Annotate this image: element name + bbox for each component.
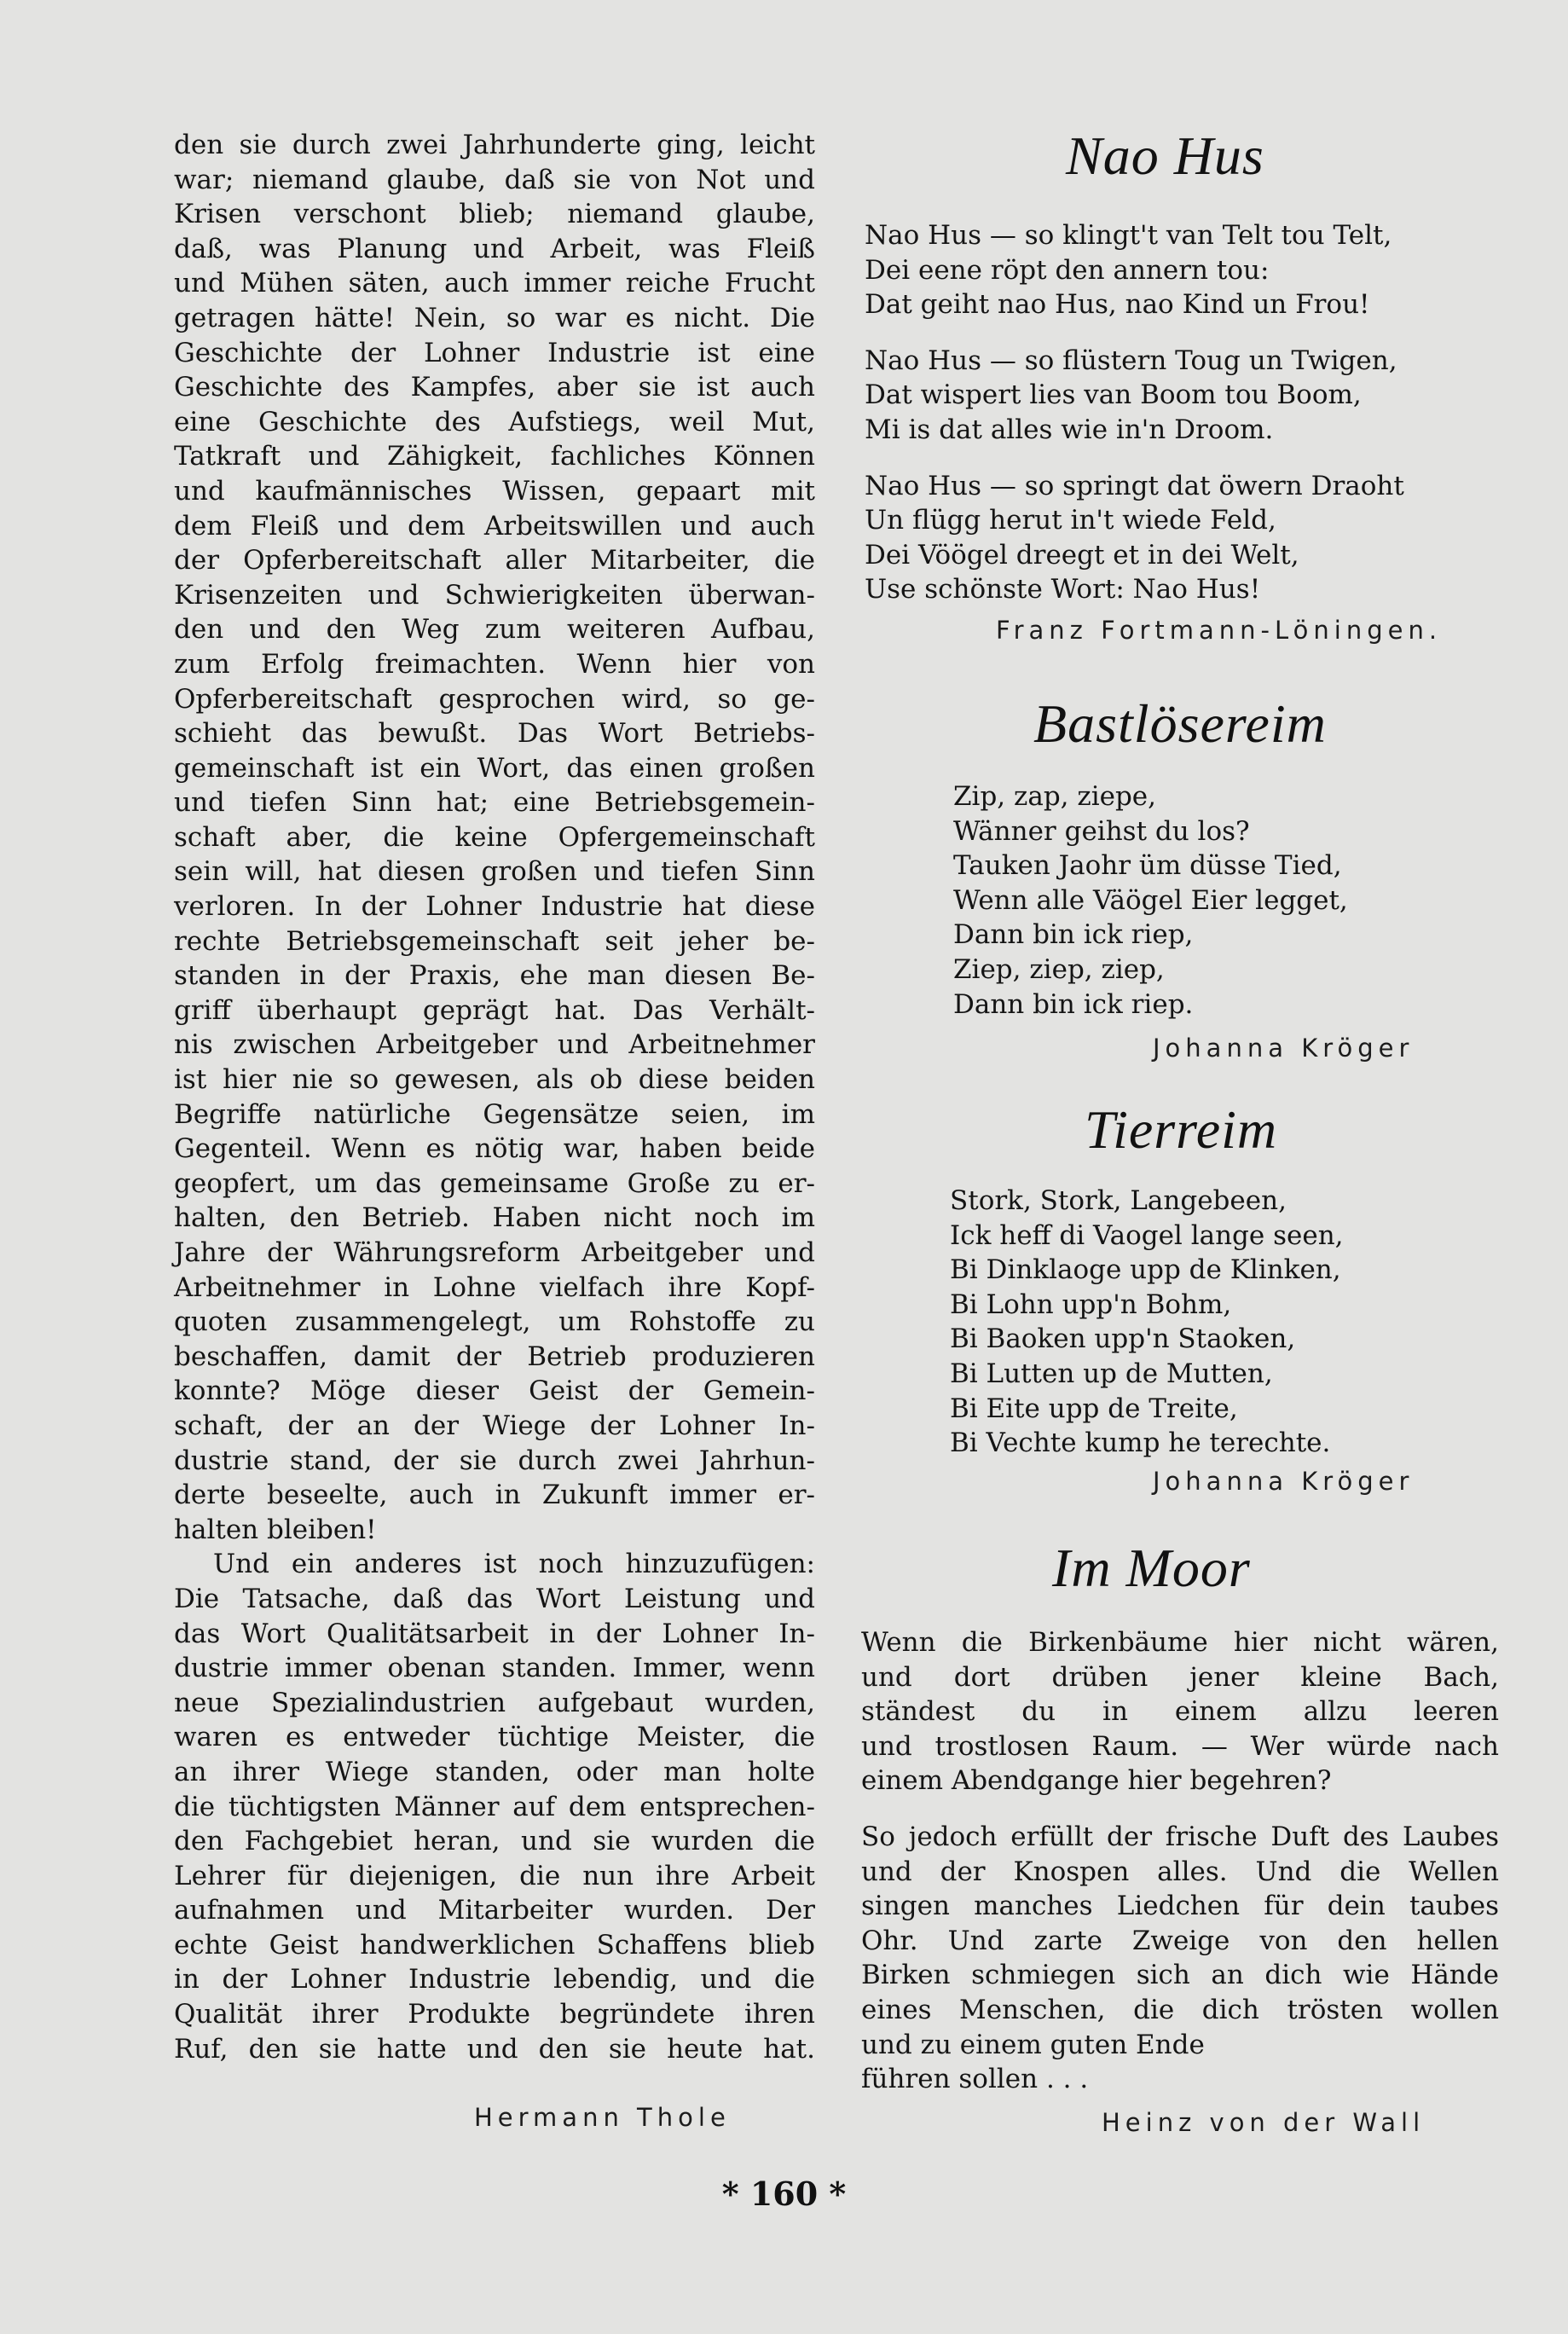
text-line: schieht das bewußt. Das Wort Betriebs- bbox=[174, 718, 815, 750]
text-line: ist hier nie so gewesen, als ob diese beiden bbox=[174, 1064, 815, 1096]
poem-line: Nao Hus — so springt dat öwern Draoht bbox=[865, 470, 1404, 501]
text-line: einem Abendgange hier begehren? bbox=[861, 1765, 1332, 1797]
text-line: daß, was Planung und Arbeit, was Fleiß bbox=[174, 233, 815, 264]
poem-tierreim bbox=[950, 1184, 1344, 1461]
text-line: Krisenzeiten und Schwierigkeiten überwan- bbox=[174, 579, 815, 611]
text-line: Geschichte der Lohner Industrie ist eine bbox=[174, 337, 815, 368]
poem-stanza bbox=[865, 218, 1404, 322]
text-line: nis zwischen Arbeitgeber und Arbeitnehmer bbox=[174, 1029, 815, 1061]
text-line: eine Geschichte des Aufstiegs, weil Mut, bbox=[174, 406, 815, 437]
text-line: an ihrer Wiege standen, oder man holte bbox=[174, 1756, 815, 1787]
text-line: verloren. In der Lohner Industrie hat diese bbox=[174, 891, 815, 923]
author-johanna-kroeger-1: Johanna Kröger bbox=[1153, 1034, 1415, 1063]
text-line: die tüchtigsten Männer auf dem entsprechen- bbox=[174, 1791, 815, 1822]
text-line: schaft, der an der Wiege der Lohner In- bbox=[174, 1410, 815, 1441]
text-line: dem Fleiß und dem Arbeitswillen und auch bbox=[174, 510, 815, 542]
page-number: * 160 * bbox=[721, 2175, 847, 2213]
text-line: gemeinschaft ist ein Wort, das einen großen bbox=[174, 752, 815, 784]
text-line: und trostlosen Raum. — Wer würde nach bbox=[861, 1730, 1499, 1762]
text-line: und Mühen säten, auch immer reiche Frucht bbox=[174, 268, 815, 299]
text-line: Wenn die Birkenbäume hier nicht wären, bbox=[861, 1627, 1499, 1658]
poem-line: Bi Lutten up de Mutten, bbox=[950, 1358, 1273, 1389]
text-line: zum Erfolg freimachten. Wenn hier von bbox=[174, 648, 815, 680]
text-line: So jedoch erfüllt der frische Duft des Laubes bbox=[861, 1821, 1499, 1852]
poem-line: Bi Lohn upp'n Bohm, bbox=[950, 1289, 1232, 1320]
text-line: Tatkraft und Zähigkeit, fachliches Können bbox=[174, 441, 815, 472]
poem-stanza bbox=[865, 344, 1404, 448]
text-line: Die Tatsache, daß das Wort Leistung und bbox=[174, 1583, 815, 1614]
im-moor-paragraph-2 bbox=[861, 1820, 1499, 2097]
text-line: halten, den Betrieb. Haben nicht noch im bbox=[174, 1202, 815, 1234]
text-line: halten bleiben! bbox=[174, 1514, 377, 1545]
poem-line: Dat geiht nao Hus, nao Kind un Frou! bbox=[865, 289, 1370, 321]
text-line: Ohr. Und zarte Zweige von den hellen bbox=[861, 1925, 1499, 1956]
text-line: singen manches Liedchen für dein taubes bbox=[861, 1891, 1499, 1922]
text-line: aufnahmen und Mitarbeiter wurden. Der bbox=[174, 1895, 815, 1926]
poem-title-im-moor: Im Moor bbox=[1052, 1538, 1251, 1598]
text-line: rechte Betriebsgemeinschaft seit jeher be- bbox=[174, 925, 815, 957]
poem-line: Nao Hus — so flüstern Toug un Twigen, bbox=[865, 345, 1397, 376]
text-line: getragen hätte! Nein, so war es nicht. Die bbox=[174, 302, 815, 333]
text-line: Birken schmiegen sich an dich wie Hände bbox=[861, 1960, 1499, 1991]
text-line: Qualität ihrer Produkte begründete ihren bbox=[174, 1999, 815, 2030]
poem-nao-hus bbox=[865, 218, 1404, 628]
poem-line: Wenn alle Väögel Eier legget, bbox=[953, 884, 1348, 916]
poem-line: Dann bin ick riep. bbox=[953, 988, 1194, 1020]
poem-line: Nao Hus — so klingt't van Telt tou Telt, bbox=[865, 220, 1392, 251]
text-line: ständest du in einem allzu leeren bbox=[861, 1696, 1499, 1728]
text-line: Arbeitnehmer in Lohne vielfach ihre Kopf- bbox=[174, 1271, 815, 1303]
im-moor-paragraph-1 bbox=[861, 1625, 1499, 1798]
text-line: neue Spezialindustrien aufgebaut wurden, bbox=[174, 1687, 815, 1718]
author-heinz-von-der-wall: Heinz von der Wall bbox=[1102, 2108, 1426, 2137]
im-moor-text bbox=[861, 1625, 1499, 2118]
poem-line: Un flügg herut in't wiede Feld, bbox=[865, 505, 1276, 536]
poem-line: Tauken Jaohr üm düsse Tied, bbox=[953, 850, 1342, 882]
text-line: in der Lohner Industrie lebendig, und die bbox=[174, 1964, 815, 1995]
text-line: den und den Weg zum weiteren Aufbau, bbox=[174, 614, 815, 646]
text-line: waren es entweder tüchtige Meister, die bbox=[174, 1722, 815, 1753]
text-line: griff überhaupt geprägt hat. Das Verhält- bbox=[174, 994, 815, 1026]
text-line: echte Geist handwerklichen Schaffens blieb bbox=[174, 1929, 815, 1960]
text-line: eines Menschen, die dich trösten wollen bbox=[861, 1994, 1499, 2025]
poem-stanza bbox=[865, 469, 1404, 607]
poem-line: Zip, zap, ziepe, bbox=[953, 781, 1157, 812]
text-line: war; niemand glaube, daß sie von Not und bbox=[174, 164, 815, 195]
poem-line: Use schönste Wort: Nao Hus! bbox=[865, 574, 1261, 605]
text-line: Lehrer für diejenigen, die nun ihre Arbeit bbox=[174, 1860, 815, 1891]
text-line: Geschichte des Kampfes, aber sie ist auch bbox=[174, 372, 815, 403]
text-line: führen sollen . . . bbox=[861, 2064, 1089, 2095]
text-line: standen in der Praxis, ehe man diesen Be- bbox=[174, 960, 815, 992]
poem-line: Bi Vechte kump he terechte. bbox=[950, 1428, 1331, 1459]
text-line: den Fachgebiet heran, und sie wurden die bbox=[174, 1826, 815, 1857]
author-hermann-thole: Hermann Thole bbox=[474, 2103, 731, 2132]
text-line: dustrie stand, der sie durch zwei Jahrhun- bbox=[174, 1445, 815, 1476]
text-line: schaft aber, die keine Opfergemeinschaft bbox=[174, 821, 815, 853]
text-line: geopfert, um das gemeinsame Große zu er- bbox=[174, 1167, 815, 1199]
poem-title-nao-hus: Nao Hus bbox=[1066, 125, 1264, 186]
text-line: Krisen verschont blieb; niemand glaube, bbox=[174, 199, 815, 230]
text-line: Gegenteil. Wenn es nötig war, haben beide bbox=[174, 1133, 815, 1165]
poem-line: Dann bin ick riep, bbox=[953, 919, 1194, 951]
author-franz-fortmann: Franz Fortmann-Löningen. bbox=[996, 616, 1443, 645]
text-line: Begriffe natürliche Gegensätze seien, im bbox=[174, 1098, 815, 1130]
text-line: beschaffen, damit der Betrieb produzieren bbox=[174, 1341, 815, 1372]
poem-title-tierreim: Tierreim bbox=[1085, 1099, 1278, 1160]
text-line: und der Knospen alles. Und die Wellen bbox=[861, 1856, 1499, 1887]
author-johanna-kroeger-2: Johanna Kröger bbox=[1153, 1467, 1415, 1496]
poem-line: Dat wispert lies van Boom tou Boom, bbox=[865, 379, 1362, 411]
poem-bastloesereim bbox=[953, 779, 1348, 1022]
poem-line: Wänner geihst du los? bbox=[953, 815, 1250, 847]
text-line: und zu einem guten Ende bbox=[861, 2029, 1205, 2060]
text-line: quoten zusammengelegt, um Rohstoffe zu bbox=[174, 1306, 815, 1338]
poem-line: Ziep, ziep, ziep, bbox=[953, 953, 1165, 985]
text-line: und kaufmännisches Wissen, gepaart mit bbox=[174, 475, 815, 507]
poem-line: Dei eene röpt den annern tou: bbox=[865, 254, 1270, 286]
poem-title-bastloesereim: Bastlösereim bbox=[1033, 693, 1327, 754]
left-paragraph-2 bbox=[174, 1547, 815, 2066]
poem-line: Bi Eite upp de Treite, bbox=[950, 1393, 1238, 1424]
text-line: sein will, hat diesen großen und tiefen Sinn bbox=[174, 856, 815, 888]
text-line: Ruf, den sie hatte und den sie heute hat. bbox=[174, 2033, 815, 2065]
text-line: das Wort Qualitätsarbeit in der Lohner In- bbox=[174, 1618, 815, 1649]
poem-line: Bi Baoken upp'n Staoken, bbox=[950, 1323, 1296, 1355]
left-column-text bbox=[174, 128, 815, 2066]
text-line: derte beseelte, auch in Zukunft immer er- bbox=[174, 1480, 815, 1511]
text-line: dustrie immer obenan standen. Immer, wenn bbox=[174, 1653, 815, 1684]
text-line: Jahre der Währungsreform Arbeitgeber und bbox=[174, 1237, 815, 1268]
text-line: Und ein anderes ist noch hinzuzufügen: bbox=[213, 1549, 815, 1580]
text-line: und dort drüben jener kleine Bach, bbox=[861, 1661, 1499, 1693]
text-line: der Opferbereitschaft aller Mitarbeiter, die bbox=[174, 545, 815, 576]
text-line: Opferbereitschaft gesprochen wird, so ge- bbox=[174, 683, 815, 715]
text-line: und tiefen Sinn hat; eine Betriebsgemein- bbox=[174, 787, 815, 819]
text-line: konnte? Möge dieser Geist der Gemein- bbox=[174, 1375, 815, 1407]
text-line: den sie durch zwei Jahrhunderte ging, leicht bbox=[174, 130, 815, 160]
left-paragraph-1 bbox=[174, 128, 815, 1547]
poem-line: Stork, Stork, Langebeen, bbox=[950, 1185, 1287, 1216]
poem-line: Bi Dinklaoge upp de Klinken, bbox=[950, 1254, 1341, 1286]
poem-line: Ick heff di Vaogel lange seen, bbox=[950, 1219, 1344, 1251]
poem-line: Mi is dat alles wie in'n Droom. bbox=[865, 414, 1274, 445]
poem-line: Dei Vöögel dreegt et in dei Welt, bbox=[865, 539, 1299, 570]
